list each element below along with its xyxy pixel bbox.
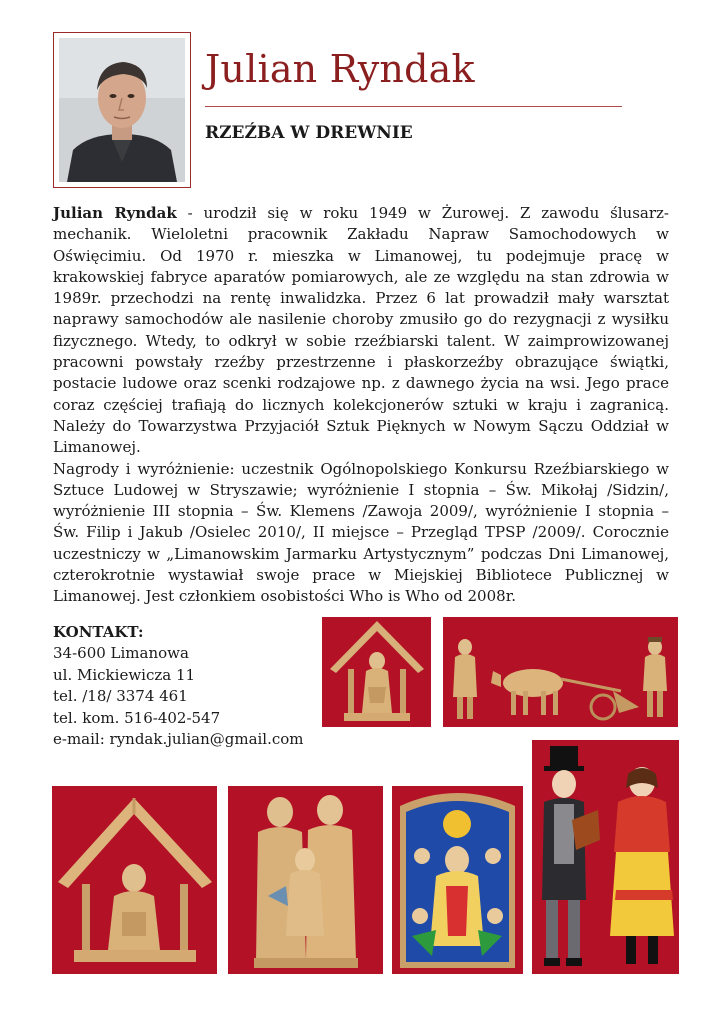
contact-street: ul. Mickiewicza 11 xyxy=(53,665,196,684)
photo-painted-relief xyxy=(392,786,523,974)
photo-ploughing-scene xyxy=(443,617,678,727)
bio-paragraph-1 xyxy=(53,203,669,459)
biography xyxy=(53,203,669,608)
bio-name: Julian Ryndak xyxy=(53,204,177,222)
photo-holy-family xyxy=(228,786,383,974)
page-subtitle: RZEŹBA W DREWNIE xyxy=(205,123,413,143)
photo-shrine-seated-figure xyxy=(52,786,217,974)
contact-heading: KONTAKT: xyxy=(53,623,144,641)
page-title: Julian Ryndak xyxy=(205,47,475,91)
contact-email[interactable]: e-mail: ryndak.julian@gmail.com xyxy=(53,730,304,749)
photo-fiddler-couple xyxy=(532,740,679,974)
contact-mobile: tel. kom. 516-402-547 xyxy=(53,708,221,727)
title-divider xyxy=(205,106,622,107)
contact-phone: tel. /18/ 3374 461 xyxy=(53,687,188,706)
contact-block xyxy=(53,622,318,750)
author-portrait xyxy=(53,32,191,188)
bio-paragraph-2: Nagrody i wyróżnienie: uczestnik Ogólnopolskiego Konkursu Rzeźbiarskiego w Sztuce Ludowej w Stryszawie; wyróżnienie I stopnia – Św. Mikołaj /Sidzin/, wyróżnienie III stopnia – Św. Klemens /Zawoja 2009/, wyróżnienie I stopnia – Św. Filip i Jakub /Osielec 2010/, II miejsce – Przegląd TPSP /2009/. Corocznie uczestniczy w „Limanowskim Jarmarku Artystycznym” podczas Dni Limanowej, czterokrotnie wystawiał swoje prace w Miejskiej Bibliotece Publicznej w Limanowej. Jest członkiem osobistości Who is Who od 2008r. xyxy=(53,459,669,606)
contact-postal: 34-600 Limanowa xyxy=(53,644,189,663)
bio-paragraph-1-text: - urodził się w roku 1949 w Żurowej. Z zawodu ślusarz-mechanik. Wieloletni pracownik Zakładu Napraw Samochodowych w Oświęcimiu. Od 1970 r. mieszka w Limanowej, tu podejmuje pracę w krakowskiej fabryce aparatów pomiarowych, ale ze względu na stan zdrowia w 1989r. przechodzi na rentę inwalidzka. Przez 6 lat prowadził mały warsztat naprawy samochodów ale nasilenie choroby zmusiło go do rezygnacji z wysiłku fizycznego. Wtedy, to odkrył w sobie rzeźbiarski talent. W zaimprowizowanej pracowni powstały rzeźby przestrzenne i płaskorzeźby obrazujące świątki, postacie ludowe oraz scenki rodzajowe np. z dawnego życia na wsi. Jego prace coraz częściej trafiają do licznych kolekcjonerów sztuki w kraju i zagranicą. Należy do Towarzystwa Przyjaciół Sztuk Pięknych w Nowym Sączu Oddział w Limanowej. xyxy=(53,204,670,457)
photo-shrine-small xyxy=(322,617,431,727)
